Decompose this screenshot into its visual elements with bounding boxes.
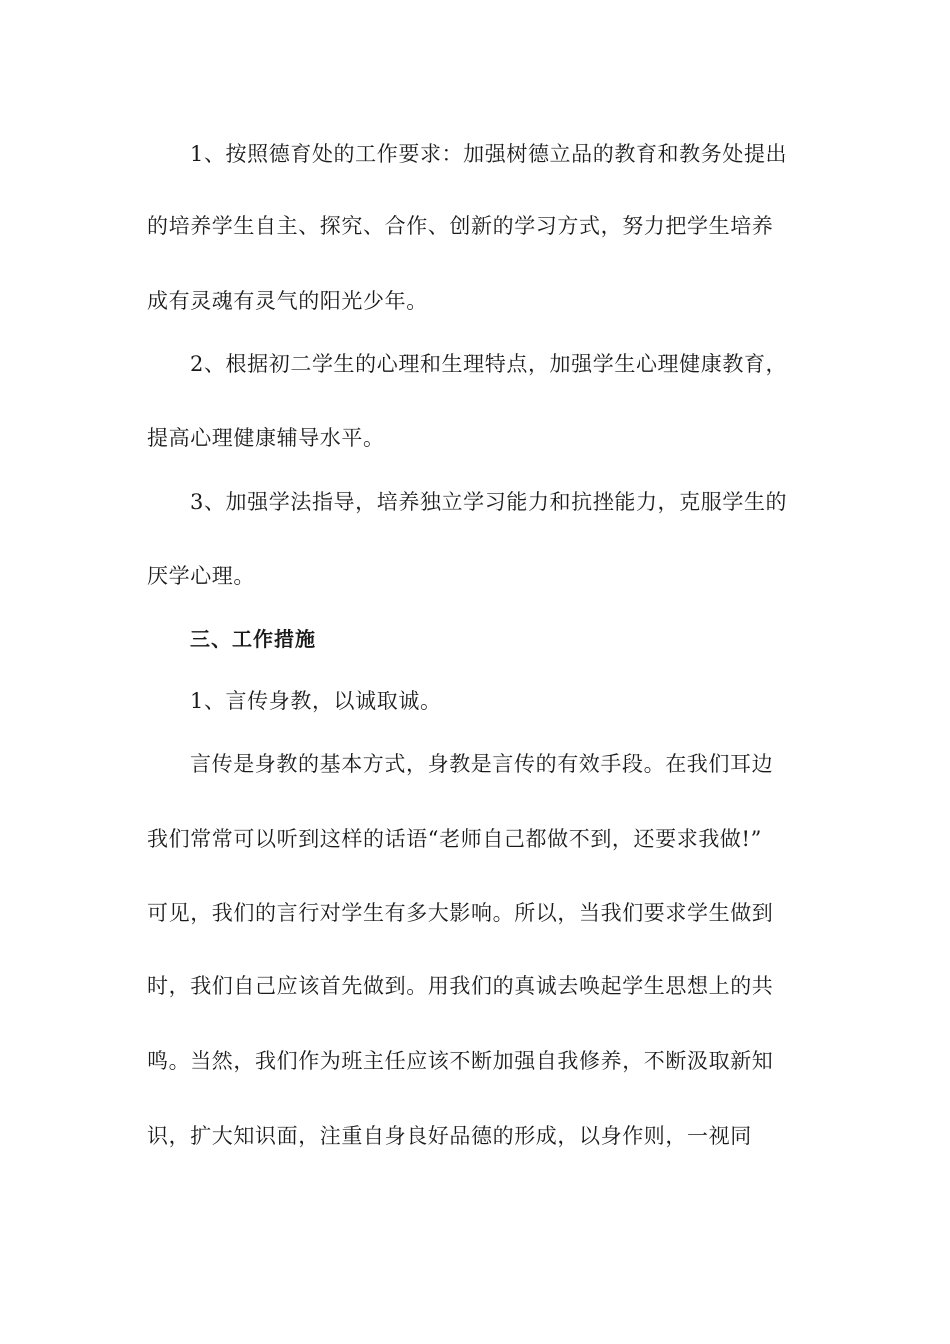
paragraph-line: 1、按照德育处的工作要求：加强树德立品的教育和教务处提出 [190,142,788,166]
paragraph-line: 提高心理健康辅导水平。 [147,426,385,450]
paragraph-line: 可见，我们的言行对学生有多大影响。所以，当我们要求学生做到 [147,901,774,925]
paragraph-line: 识，扩大知识面，注重自身良好品德的形成，以身作则，一视同 [147,1124,752,1148]
paragraph-line: 鸣。当然，我们作为班主任应该不断加强自我修养，不断汲取新知 [147,1049,774,1073]
paragraph-line: 的培养学生自主、探究、合作、创新的学习方式，努力把学生培养 [147,214,774,238]
paragraph-line: 3、加强学法指导，培养独立学习能力和抗挫能力，克服学生的 [190,490,788,514]
paragraph-line: 我们常常可以听到这样的话语“老师自己都做不到，还要求我做!” [147,827,762,851]
paragraph-line: 成有灵魂有灵气的阳光少年。 [147,289,428,313]
paragraph-line: 2、根据初二学生的心理和生理特点，加强学生心理健康教育， [190,352,788,376]
section-heading: 三、工作措施 [190,627,316,651]
paragraph-line: 厌学心理。 [147,564,255,588]
paragraph-line: 言传是身教的基本方式，身教是言传的有效手段。在我们耳边 [190,752,774,776]
paragraph-line: 时，我们自己应该首先做到。用我们的真诚去唤起学生思想上的共 [147,974,774,998]
subsection-heading: 1、言传身教，以诚取诚。 [190,689,442,713]
